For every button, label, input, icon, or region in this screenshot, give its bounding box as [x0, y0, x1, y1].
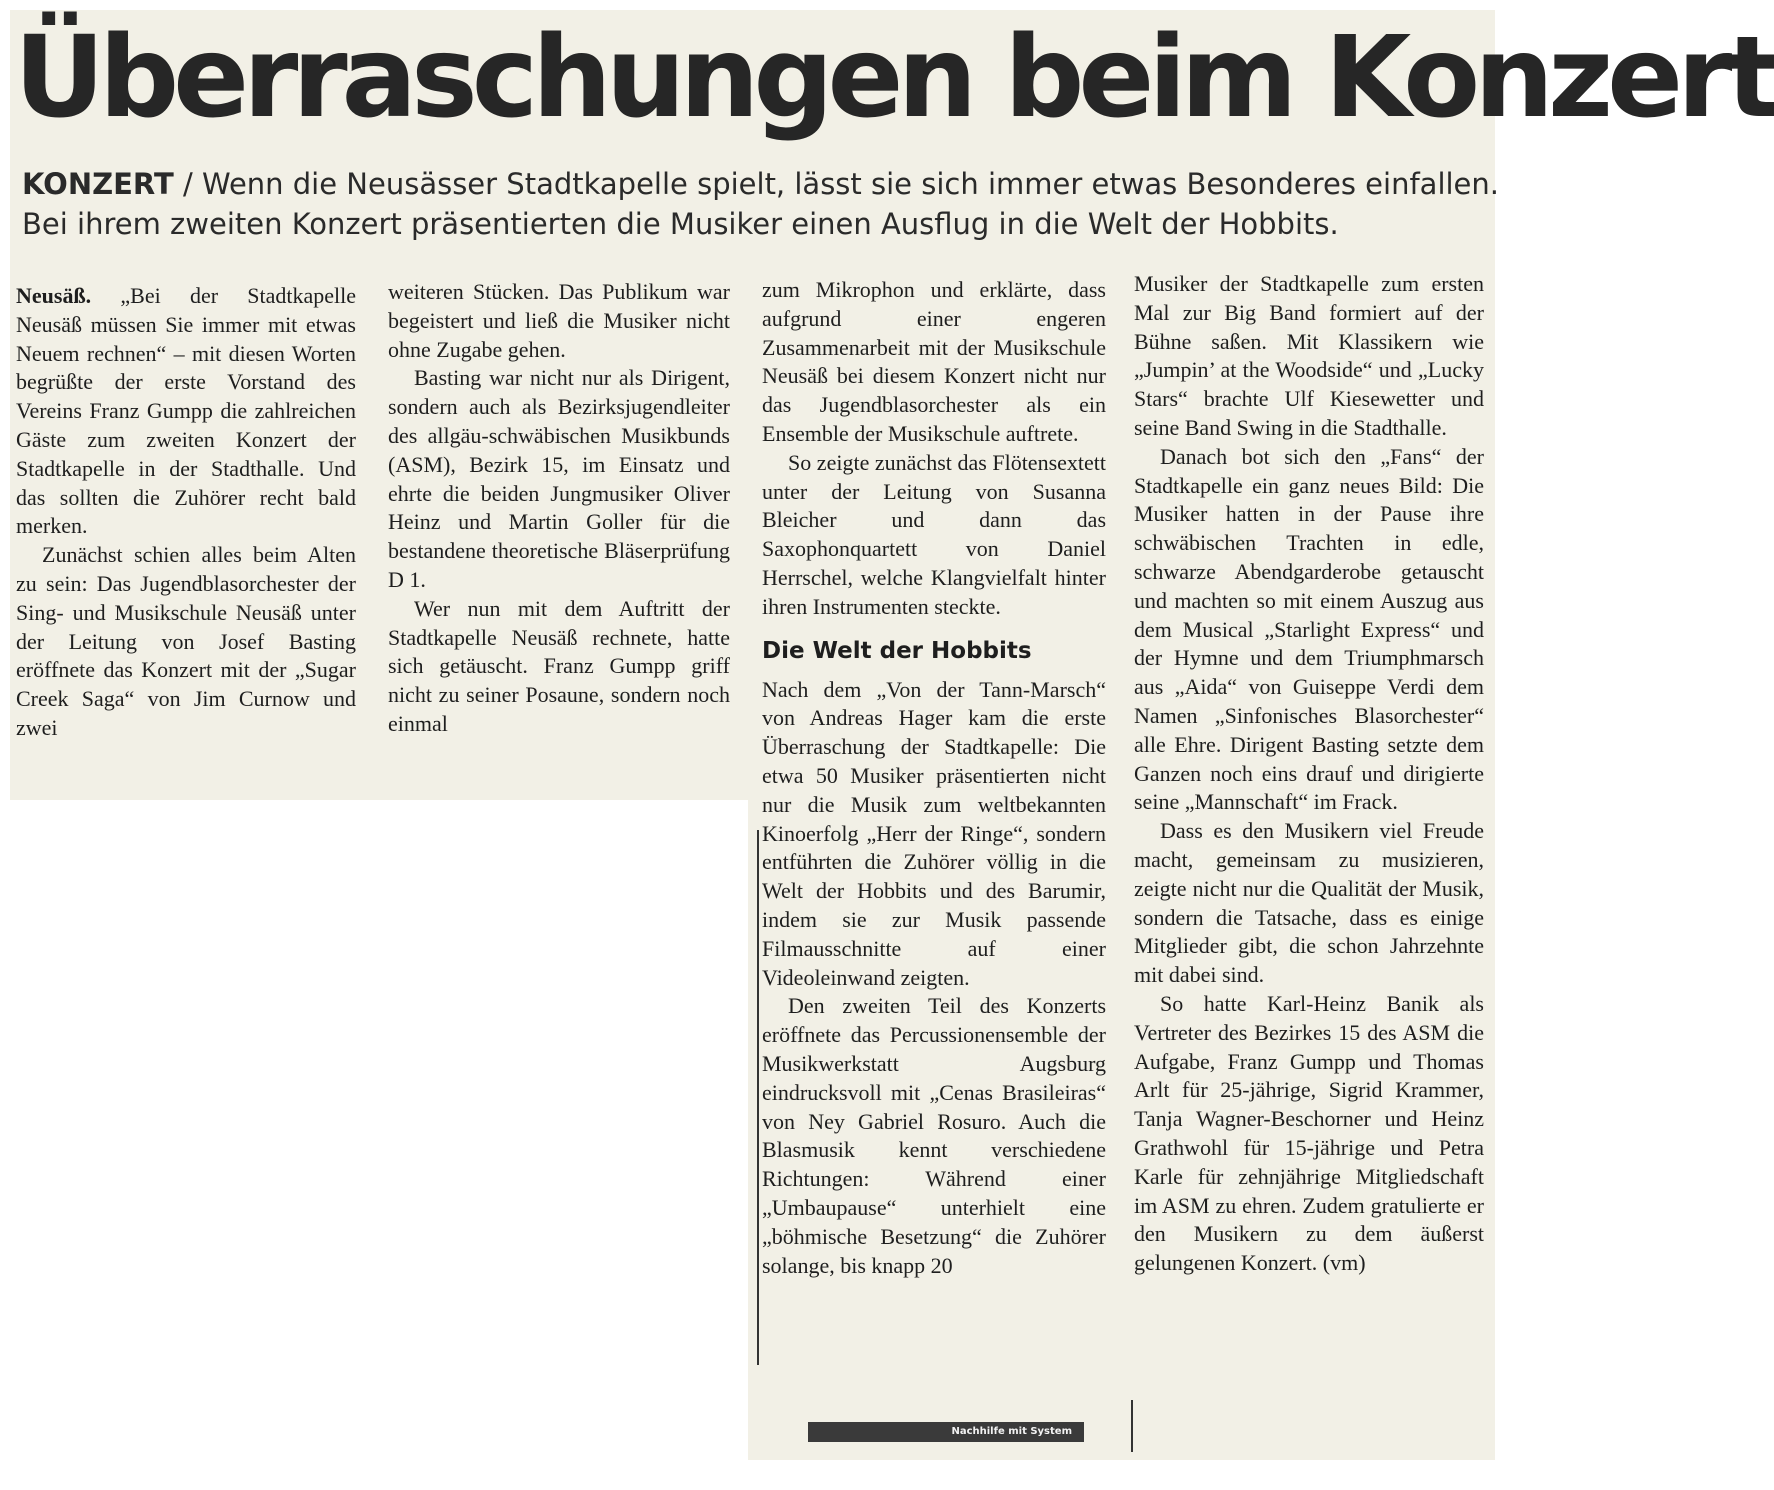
subheadline-line-1 [22, 164, 1499, 204]
paragraph: Nach dem „Von der Tann-Marsch“ von Andreas Hager kam die erste Überraschung der Stadtkapelle: Die etwa 50 Musiker präsentierten nicht nur die Musik zum weltbekannten Kinoerfolg „Herr der Ringe“, sondern entführten die Zuhörer völlig in die Welt der Hobbits und des Barumir, indem sie zur Musik passende Filmausschnitte auf einer Videoleinwand zeigten. [762, 676, 1106, 990]
dateline: Neusäß. [16, 283, 92, 308]
section-subhead: Die Welt der Hobbits [762, 637, 1032, 664]
article-column-1 [16, 282, 356, 743]
paragraph: So zeigte zunächst das Flötensextett unter der Leitung von Susanna Bleicher und dann das Saxophonquartett von Daniel Herrschel, welche Klangvielfalt hinter ihren Instrumenten steckte. [762, 449, 1106, 619]
paragraph: Zunächst schien alles beim Alten zu sein: Das Jugendblasorchester der Sing- und Musikschule Neusäß unter der Leitung von Josef Basting eröffnete das Konzert mit der „Sugar Creek Saga“ von Jim Curnow und zwei [16, 542, 356, 740]
article-column-2 [388, 278, 730, 739]
article-column-4 [1134, 270, 1484, 1278]
subheadline-line-2: Bei ihrem zweiten Konzert präsentierten die Musiker einen Ausflug in die Welt der Hobbits. [22, 207, 1339, 241]
paragraph: Basting war nicht nur als Dirigent, sondern auch als Bezirksjugendleiter des allgäu-schwäbischen Musikbunds (ASM), Bezirk 15, im Einsatz und ehrte die beiden Jungmusiker Oliver Heinz und Martin Goller für die bestandene theoretische Bläserprüfung D 1. [388, 365, 730, 592]
paragraph: weiteren Stücken. Das Publikum war begeistert und ließ die Musiker nicht ohne Zugabe gehen. [388, 279, 730, 362]
paragraph: Den zweiten Teil des Konzerts eröffnete das Percussionensemble der Musikwerkstatt Augsburg eindrucksvoll mit „Cenas Brasileiras“ von Ney Gabriel Rosuro. Auch die Blasmusik kennt verschiedene Richtungen: Während einer „Umbaupause“ unterhielt eine „böhmische Besetzung“ die Zuhörer solange, bis knapp 20 [762, 993, 1106, 1278]
paragraph-text: „Bei der Stadtkapelle Neusäß müssen Sie immer mit etwas Neuem rechnen“ – mit diesen Worten begrüßte der erste Vorstand des Vereins Franz Gumpp die zahlreichen Gäste zum zweiten Konzert der Stadtkapelle in der Stadthalle. Und das sollten die Zuhörer recht bald merken. [16, 283, 356, 539]
paragraph: Wer nun mit dem Auftritt der Stadtkapelle Neusäß rechnete, hatte sich getäuscht. Franz Gumpp griff nicht zu seiner Posaune, sondern noch einmal [388, 595, 730, 736]
paragraph: Dass es den Musikern viel Freude macht, gemeinsam zu musizieren, zeigte nicht nur die Qualität der Musik, sondern die Tatsache, dass es einige Mitglieder gibt, die schon Jahrzehnte mit dabei sind. [1134, 818, 1484, 988]
paragraph: Danach bot sich den „Fans“ der Stadtkapelle ein ganz neues Bild: Die Musiker hatten in der Pause ihre schwäbischen Trachten in edle, schwarze Abendgarderobe getauscht und machten so mit einem Auszug aus dem Musical „Starlight Express“ und der Hymne und dem Triumphmarsch aus „Aida“ von Guiseppe Verdi dem Namen „Sinfonisches Blasorchester“ alle Ehre. Dirigent Basting setzte dem Ganzen noch eins drauf und dirigierte seine „Mannschaft“ im Frack. [1134, 443, 1484, 815]
subheadline-text-1: Wenn die Neusässer Stadtkapelle spielt, lässt sie sich immer etwas Besonderes einfallen. [201, 167, 1499, 201]
kicker: KONZERT [22, 167, 174, 201]
article-column-3 [762, 276, 1106, 1280]
paragraph [16, 282, 356, 541]
paragraph: zum Mikrophon und erklärte, dass aufgrund einer engeren Zusammenarbeit mit der Musikschule Neusäß bei diesem Konzert nicht nur das Jugendblasorchester als ein Ensemble der Musikschule auftrete. [762, 277, 1106, 446]
headline: Überraschungen beim Konzert [14, 13, 1774, 143]
paragraph: Musiker der Stadtkapelle zum ersten Mal zur Big Band formiert auf der Bühne saßen. Mit Klassikern wie „Jumpin’ at the Woodside“ und „Lucky Stars“ brachte Ulf Kiesewetter und seine Band Swing in die Stadthalle. [1134, 271, 1484, 440]
column-rule [757, 830, 759, 1365]
paragraph: So hatte Karl-Heinz Banik als Vertreter des Bezirkes 15 des ASM die Aufgabe, Franz Gumpp und Thomas Arlt für 25-jährige, Sigrid Krammer, Tanja Wagner-Beschorner und Heinz Grathwohl für 15-jährige und Petra Karle für zehnjährige Mitgliedschaft im ASM zu ehren. Zudem gratulierte er den Musikern zu dem äußerst gelungenen Konzert. (vm) [1134, 990, 1484, 1276]
kicker-separator: / [182, 167, 193, 201]
column-rule [1131, 1400, 1133, 1452]
footer-ad-bar: Nachhilfe mit System [808, 1422, 1084, 1442]
